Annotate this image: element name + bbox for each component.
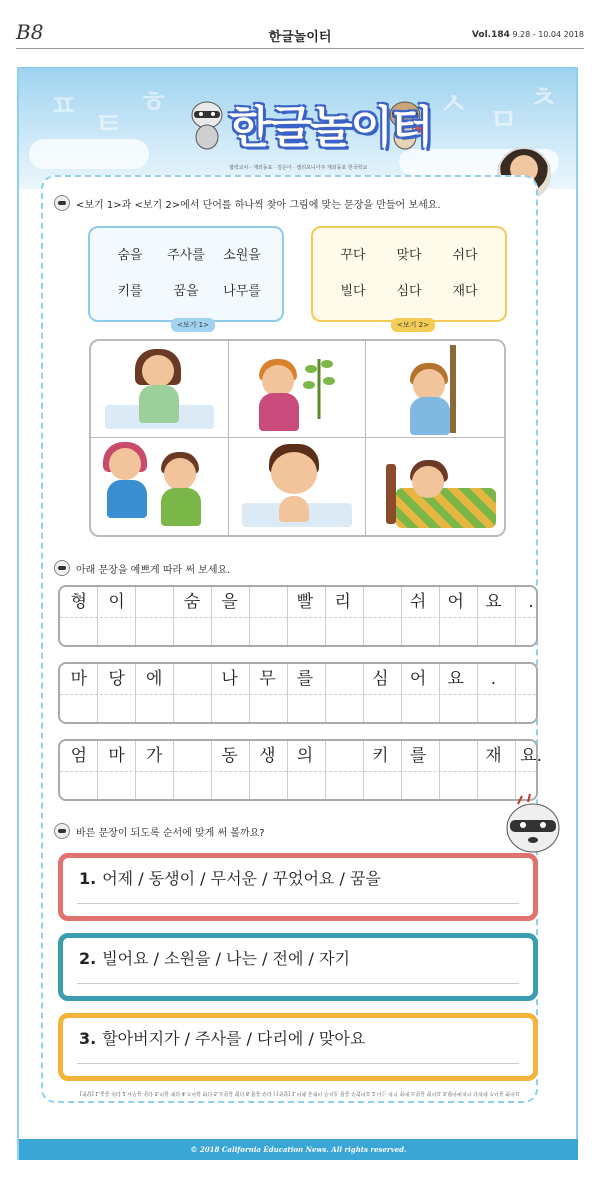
- sky-glyph: ㅊ: [529, 81, 558, 116]
- bogi2-box: [311, 226, 507, 322]
- bogi1-word: 숨을: [117, 248, 143, 263]
- body: [139, 385, 179, 423]
- head: [164, 458, 196, 490]
- char-cell: [324, 741, 362, 771]
- bogi1-word: 키를: [117, 284, 143, 299]
- q2-instruction-text: 아래 문장을 예쁘게 따라 써 보세요.: [76, 564, 231, 576]
- bogi2-word: 재다: [452, 284, 478, 299]
- char-cell: 빨: [296, 592, 314, 612]
- char-cell: 당: [108, 669, 125, 689]
- char-cell: 엄: [70, 746, 88, 766]
- q1-instruction: [54, 195, 441, 211]
- bogi1-word: 주사를: [167, 248, 205, 263]
- bogi1-word: 소원을: [223, 248, 261, 263]
- bogi2-word: 맞다: [396, 248, 422, 263]
- praying-hands: [279, 496, 309, 522]
- girl-planting-picture: [229, 341, 367, 438]
- char-cell: 이: [108, 592, 125, 612]
- writing-row-3[interactable]: [58, 739, 542, 801]
- char-cell: 요: [447, 669, 464, 689]
- scrambled-words: 할아버지가 / 주사를 / 다리에 / 맞아요: [102, 1029, 366, 1048]
- char-cell: 형: [70, 592, 88, 612]
- char-cell: 쉬: [409, 592, 427, 612]
- q3-instruction: [54, 823, 265, 839]
- char-cell: .: [490, 669, 497, 689]
- char-cell: 을: [221, 592, 238, 612]
- order-question-3: [79, 1026, 365, 1049]
- char-cell: [437, 741, 475, 771]
- bogi2-word: 쉬다: [452, 248, 478, 263]
- order-question-2: [79, 946, 350, 969]
- char-cell: 키: [372, 746, 389, 766]
- blanket-icon: [396, 488, 496, 528]
- char-cell: 마: [108, 746, 125, 766]
- q2-instruction: [54, 560, 230, 576]
- bed-headboard-icon: [386, 464, 396, 524]
- issue-dates: 9.28 - 10.04 2018: [512, 30, 584, 39]
- sky-glyph: ㅅ: [439, 87, 468, 122]
- char-cell: 에: [146, 669, 163, 689]
- char-cell: 생: [259, 746, 276, 766]
- height-ruler-icon: [450, 345, 456, 433]
- char-cell: 심: [372, 669, 389, 689]
- sky-glyph: ㅁ: [489, 103, 518, 138]
- bogi2-tag: <보기 2>: [391, 318, 435, 332]
- bogi1-word: 꿈을: [173, 284, 199, 299]
- order-question-1: [79, 866, 381, 889]
- question-number: 3.: [79, 1029, 97, 1048]
- woman-breathing-picture: [91, 341, 229, 438]
- order-box-2[interactable]: [58, 933, 538, 1001]
- char-cell: 의: [296, 746, 314, 766]
- page-number: B8: [16, 20, 44, 44]
- char-cell: [324, 664, 362, 694]
- char-cell: 숨: [183, 592, 201, 612]
- char-cell: 재: [485, 746, 502, 766]
- order-box-3[interactable]: [58, 1013, 538, 1081]
- char-cell: [173, 741, 211, 771]
- model-sentence: [60, 664, 550, 694]
- model-sentence: [60, 587, 550, 617]
- boy-height-picture: [366, 341, 504, 438]
- raccoon-mascot-left-icon: [187, 99, 227, 151]
- writing-row-2[interactable]: [58, 662, 538, 724]
- char-cell: 어: [447, 592, 464, 612]
- volume-number: Vol.184: [471, 30, 510, 40]
- char-cell: 를: [296, 669, 314, 689]
- bogi2-word: 꾸다: [340, 248, 366, 263]
- scrambled-words: 어제 / 동생이 / 무서운 / 꾸었어요 / 꿈을: [102, 869, 381, 888]
- mini-raccoon-icon: [54, 823, 70, 839]
- section-title: 한글놀이터: [268, 30, 332, 45]
- char-cell: [173, 664, 211, 694]
- char-cell: [135, 587, 173, 617]
- body: [161, 488, 201, 526]
- order-box-1[interactable]: [58, 853, 538, 921]
- picture-grid: [89, 339, 506, 537]
- copyright-footer: © 2018 California Education News. All rights reserved.: [19, 1139, 578, 1160]
- bogi1-box: [88, 226, 284, 322]
- credits-line: 협력교사 · 재외동포 · 김은아 · 캘리포니아주 재외동포 한국학교: [229, 165, 368, 171]
- head: [142, 355, 174, 387]
- char-cell: 마: [70, 669, 88, 689]
- char-cell: 리: [334, 592, 351, 612]
- question-number: 2.: [79, 949, 97, 968]
- issue-info: [472, 30, 584, 40]
- body: [410, 397, 450, 435]
- sky-glyph: ㅍ: [49, 89, 78, 124]
- char-cell: 어: [409, 669, 427, 689]
- body: [259, 393, 299, 431]
- char-cell: 무: [259, 669, 276, 689]
- char-cell: .: [528, 592, 534, 612]
- bogi2-word: 심다: [396, 284, 422, 299]
- mini-raccoon-icon: [54, 195, 70, 211]
- boy-praying-picture: [229, 438, 367, 535]
- boy-sleeping-picture: [366, 438, 504, 535]
- writing-guide: [60, 771, 536, 772]
- q1-instruction-text: <보기 1>과 <보기 2>에서 단어를 하나씩 찾아 그림에 맞는 문장을 만들어 보세요.: [76, 199, 441, 211]
- head: [271, 452, 317, 494]
- question-number: 1.: [79, 869, 97, 888]
- sky-glyph: ㅌ: [94, 107, 123, 142]
- body: [107, 480, 147, 518]
- char-cell: 동: [221, 746, 238, 766]
- char-cell: 가: [146, 746, 163, 766]
- char-cell: 나: [221, 669, 238, 689]
- peeking-raccoon-icon: [500, 792, 566, 860]
- bogi1-tag: <보기 1>: [171, 318, 215, 332]
- answer-line: [77, 983, 519, 984]
- hangul-playground-logo: 한글놀이터: [229, 102, 432, 153]
- masthead-divider: [16, 48, 584, 49]
- scrambled-words: 빌어요 / 소원을 / 나는 / 전에 / 자기: [102, 949, 350, 968]
- injection-picture: [91, 438, 229, 535]
- model-sentence: [60, 741, 550, 771]
- masthead: [16, 20, 584, 50]
- tree-sapling-icon: [299, 349, 339, 419]
- writing-row-1[interactable]: [58, 585, 538, 647]
- char-cell: 를: [409, 746, 427, 766]
- char-cell: [248, 587, 286, 617]
- answer-line: [77, 903, 519, 904]
- char-cell: 요: [485, 592, 502, 612]
- cloud: [29, 139, 149, 169]
- bogi2-word: 빌다: [340, 284, 366, 299]
- char-cell: [512, 664, 550, 694]
- mini-raccoon-icon: [54, 560, 70, 576]
- upside-down-answer-key: [정답] 1.숨을 쉬다 2.나무를 심다 3.키를 재다 4.주사를 맞다 5.소원을 빌다 6.꿈을 꾸다 | [정답] 1.어제 동생이 무서운 꿈을 꾸었어요 2.나는 자기 전에 소원을 빌어요 3.할아버지가 다리에 주사를 맞아요: [80, 1090, 520, 1096]
- char-cell: 요.: [520, 746, 542, 766]
- char-cell: [362, 587, 400, 617]
- bogi1-word: 나무를: [223, 284, 261, 299]
- q3-instruction-text: 바른 문장이 되도록 순서에 맞게 써 볼까요?: [76, 827, 265, 839]
- writing-guide: [60, 694, 536, 695]
- writing-guide: [60, 617, 536, 618]
- head: [109, 448, 141, 480]
- answer-line: [77, 1063, 519, 1064]
- sky-glyph: ㅎ: [139, 85, 168, 120]
